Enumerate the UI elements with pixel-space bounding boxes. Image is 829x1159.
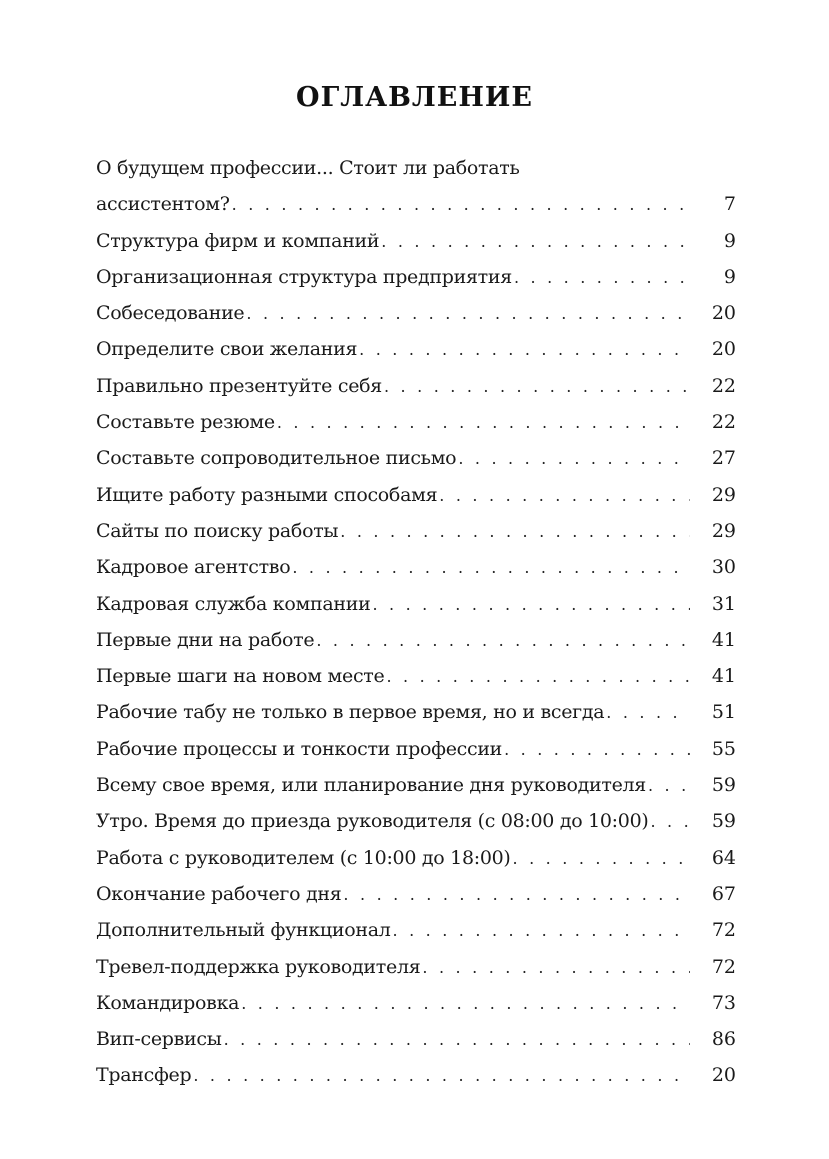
toc-entry-title: Тревел-поддержка руководителя (96, 955, 421, 978)
dot-leader (381, 224, 690, 260)
toc-entry-title: ассистентом? (96, 193, 230, 216)
toc-page-number: 31 (711, 592, 736, 615)
page-title: ОГЛАВЛЕНИЕ (296, 82, 533, 113)
toc-entry (96, 985, 736, 1021)
toc-entry-title: Составьте сопроводительное письмо (96, 447, 457, 470)
dot-leader (340, 514, 690, 550)
toc-page-number: 72 (711, 955, 736, 978)
toc-entry-title: Утро. Время до приезда руководителя (с 08:00 до 10:00) (96, 810, 649, 833)
toc-entry-title: Составьте резюме (96, 411, 275, 434)
toc-entry-title: Всему свое время, или планирование дня руководителя (96, 774, 646, 797)
dot-leader (277, 405, 690, 441)
toc-entry-title: Структура фирм и компаний (96, 229, 380, 252)
toc-page-number: 9 (723, 229, 736, 252)
dot-leader (343, 877, 690, 913)
dot-leader (648, 768, 690, 804)
toc-page-number: 22 (711, 374, 736, 397)
dot-leader (384, 369, 690, 405)
toc-page-number: 27 (711, 447, 736, 470)
toc-entry (96, 1021, 736, 1057)
table-of-contents (96, 150, 736, 1094)
toc-page-number: 41 (711, 628, 736, 651)
toc-entry-title: Рабочие табу не только в первое время, но и всегда (96, 701, 605, 724)
toc-entry-title: О будущем профессии... Стоит ли работать (96, 157, 520, 179)
toc-entry (96, 767, 736, 803)
toc-entry (96, 549, 736, 585)
dot-leader (606, 695, 690, 731)
toc-entry (96, 586, 736, 622)
toc-entry (96, 731, 736, 767)
dot-leader (386, 659, 690, 695)
dot-leader (514, 260, 690, 296)
toc-page-number: 7 (723, 193, 736, 216)
toc-entry-title: Командировка (96, 991, 240, 1014)
toc-page-number: 59 (711, 810, 736, 833)
toc-entry-title: Сайты по поиску работы (96, 519, 339, 542)
toc-entry-title: Окончание рабочего дня (96, 882, 342, 905)
toc-page-number: 30 (711, 556, 736, 579)
toc-entry-title: Первые дни на работе (96, 628, 315, 651)
dot-leader (359, 332, 690, 368)
toc-entry-title: Дополнительный функционал (96, 919, 391, 942)
dot-leader (458, 441, 690, 477)
toc-entry (96, 840, 736, 876)
dot-leader (650, 804, 690, 840)
toc-entry-title: Определите свои желания (96, 338, 358, 361)
toc-entry (96, 513, 736, 549)
toc-page-number: 22 (711, 411, 736, 434)
toc-entry (96, 1057, 736, 1093)
dot-leader (316, 623, 690, 659)
toc-entry (96, 694, 736, 730)
toc-entry (96, 803, 736, 839)
toc-entry-title: Кадровое агентство (96, 556, 291, 579)
toc-entry-title: Первые шаги на новом месте (96, 665, 385, 688)
toc-page-number: 29 (711, 519, 736, 542)
toc-page-number: 72 (711, 919, 736, 942)
dot-leader (193, 1058, 690, 1094)
dot-leader (513, 841, 690, 877)
toc-entry (96, 259, 736, 295)
toc-entry (96, 440, 736, 476)
toc-entry-title: Ищите работу разными способамя (96, 483, 438, 506)
toc-entry-title: Вип-сервисы (96, 1028, 222, 1051)
toc-entry-first-line (96, 150, 736, 186)
toc-page-number: 55 (711, 737, 736, 760)
dot-leader (439, 478, 690, 514)
toc-entry-title: Работа с руководителем (с 10:00 до 18:00) (96, 846, 511, 869)
toc-entry (96, 912, 736, 948)
toc-page-number: 20 (711, 1064, 736, 1087)
toc-entry (96, 404, 736, 440)
toc-entry (96, 949, 736, 985)
toc-page-number: 9 (723, 265, 736, 288)
toc-entry (96, 186, 736, 222)
dot-leader (224, 1022, 690, 1058)
toc-entry (96, 658, 736, 694)
toc-entry-title: Рабочие процессы и тонкости профессии (96, 737, 503, 760)
toc-entry (96, 622, 736, 658)
dot-leader (393, 913, 690, 949)
dot-leader (422, 950, 690, 986)
toc-entry (96, 331, 736, 367)
toc-entry (96, 368, 736, 404)
dot-leader (292, 550, 690, 586)
dot-leader (241, 986, 690, 1022)
toc-entry-title: Собеседование (96, 302, 245, 325)
toc-page-number: 86 (711, 1028, 736, 1051)
toc-page-number: 41 (711, 665, 736, 688)
dot-leader (504, 732, 690, 768)
toc-page-number: 59 (711, 774, 736, 797)
toc-entry-title: Трансфер (96, 1064, 192, 1087)
toc-page-number: 67 (711, 882, 736, 905)
toc-page-number: 64 (711, 846, 736, 869)
toc-page-number: 20 (711, 302, 736, 325)
toc-page-number: 73 (711, 991, 736, 1014)
toc-entry (96, 223, 736, 259)
toc-entry-title: Кадровая служба компании (96, 592, 371, 615)
toc-page-number: 20 (711, 338, 736, 361)
toc-entry (96, 876, 736, 912)
dot-leader (246, 296, 690, 332)
toc-entry-title: Организационная структура предприятия (96, 265, 512, 288)
toc-entry-title: Правильно презентуйте себя (96, 374, 382, 397)
dot-leader (372, 587, 690, 623)
toc-entry (96, 295, 736, 331)
toc-entry (96, 477, 736, 513)
toc-page-number: 51 (711, 701, 736, 724)
toc-page-number: 29 (711, 483, 736, 506)
dot-leader (232, 187, 690, 223)
